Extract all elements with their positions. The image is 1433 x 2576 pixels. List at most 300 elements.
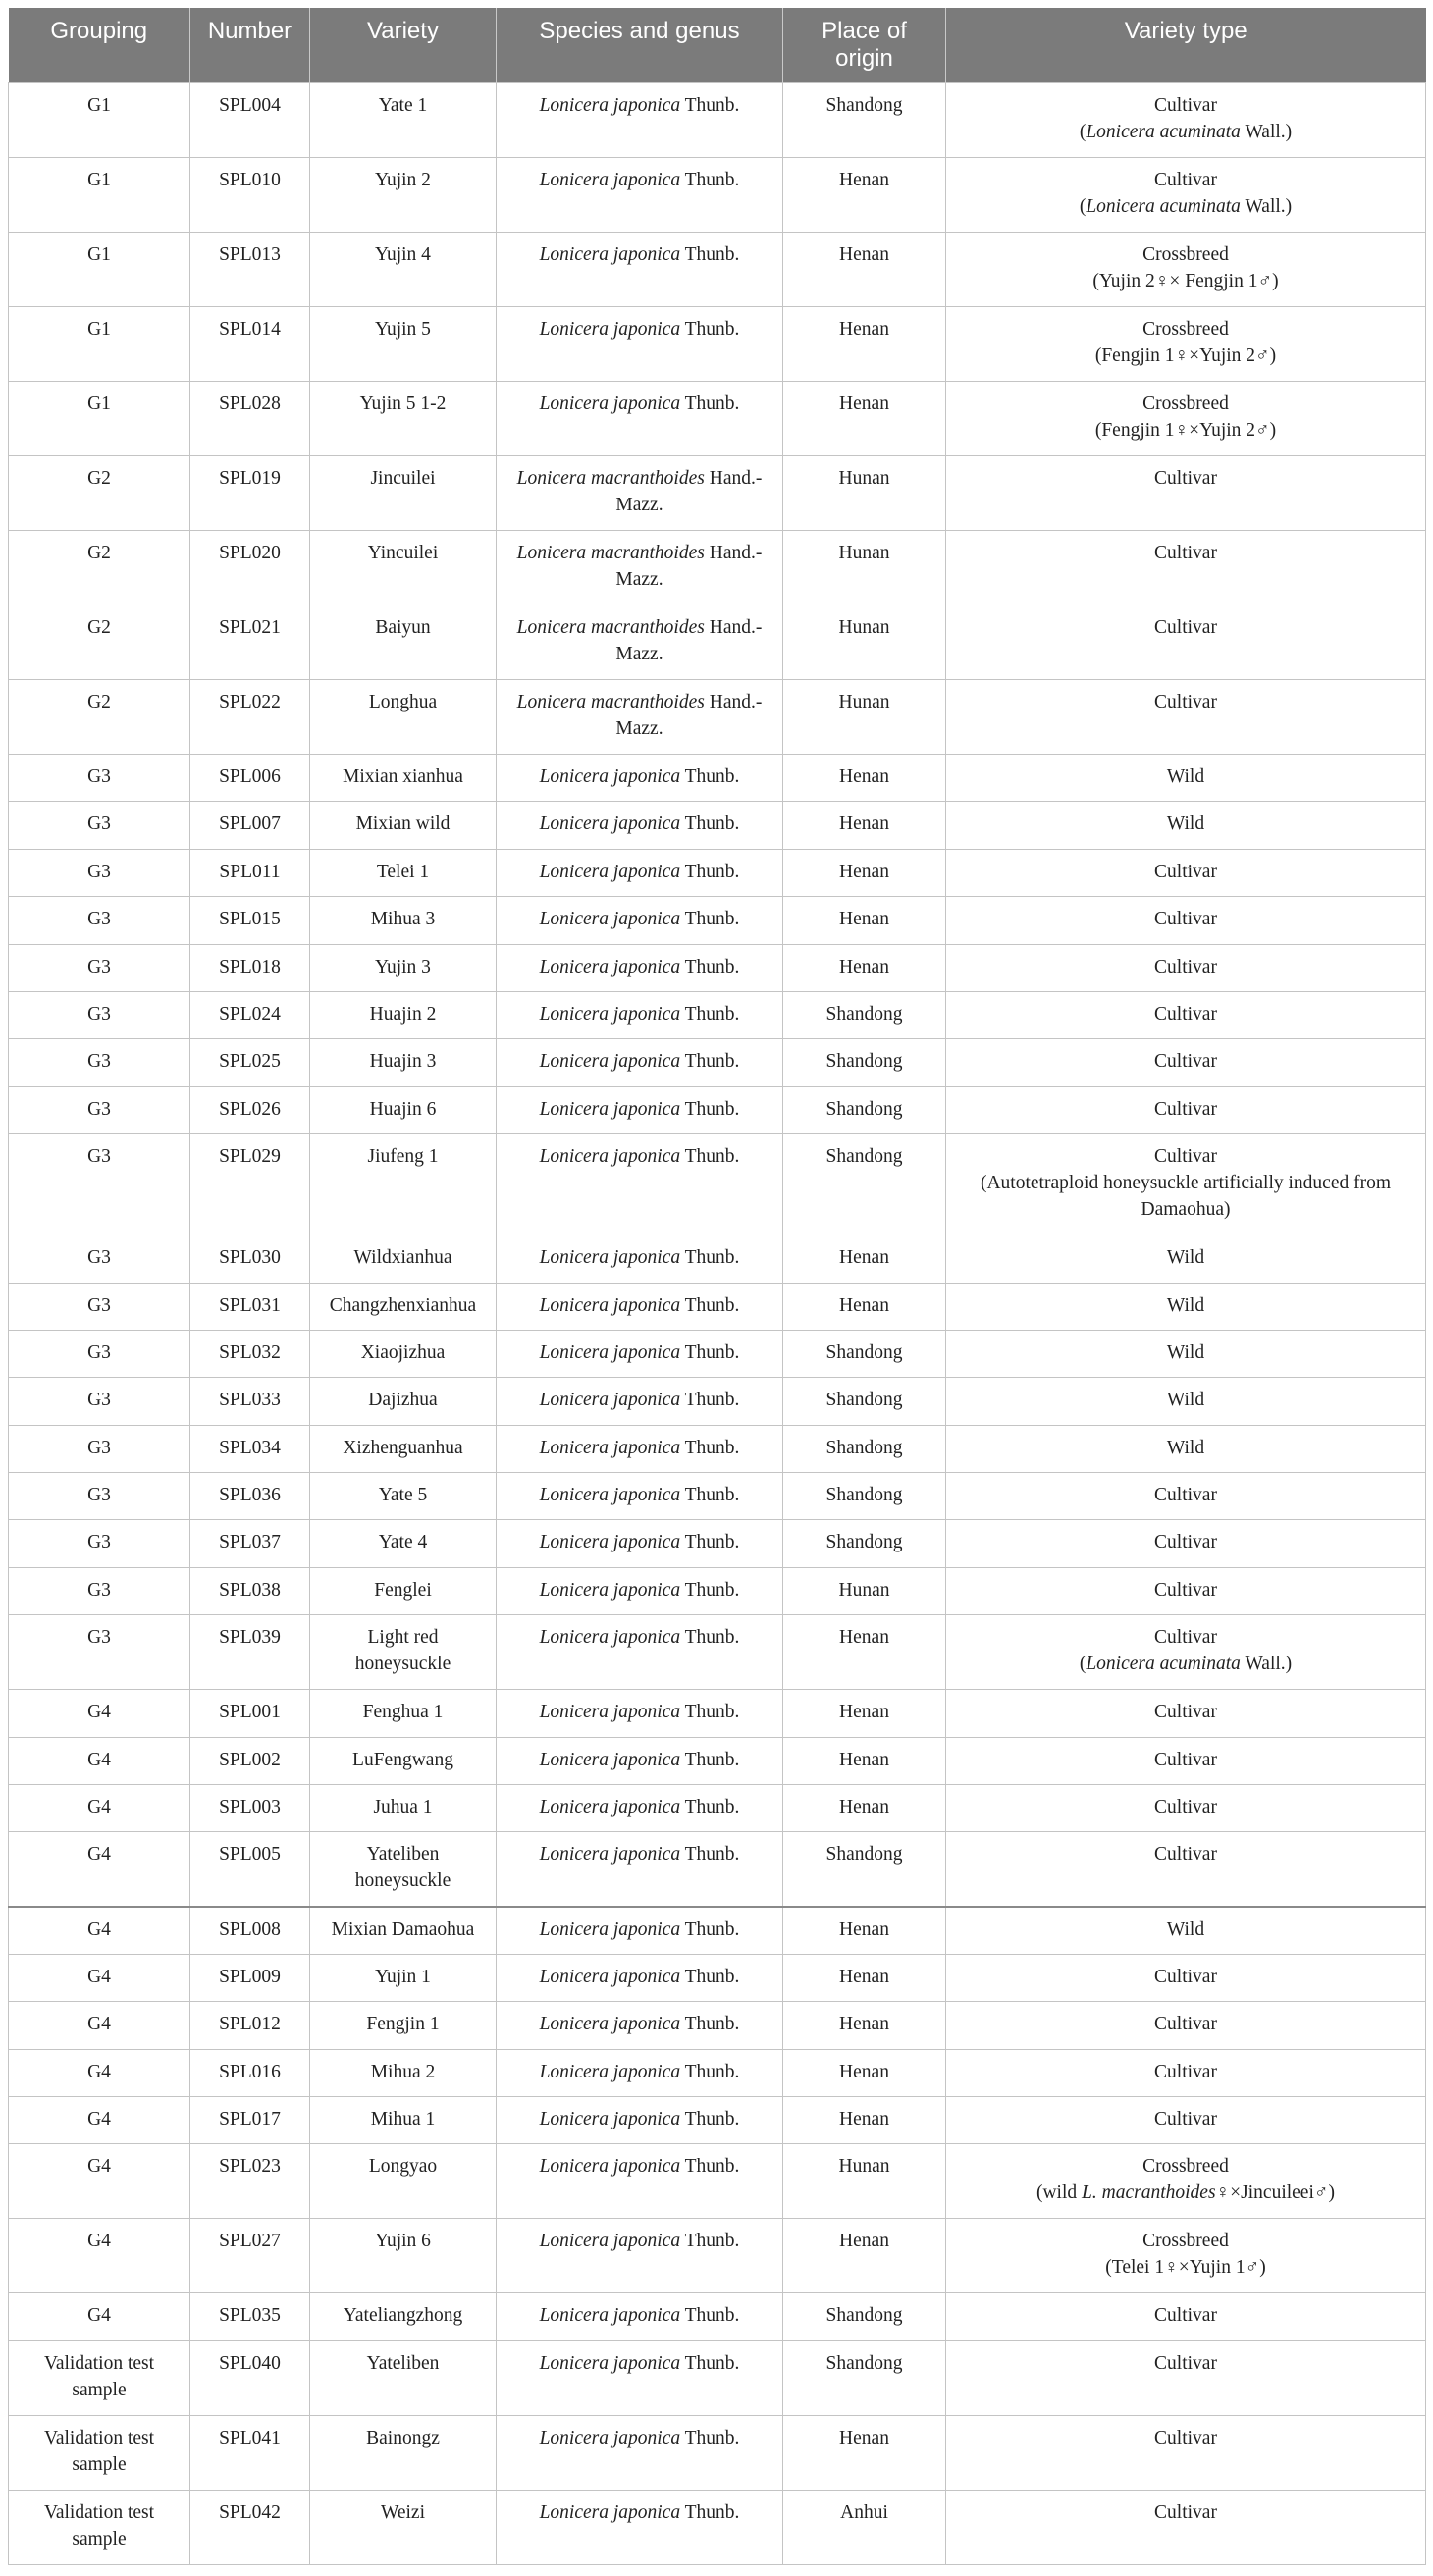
cell-grouping: G1 — [9, 83, 190, 158]
cell-place-of-origin: Shandong — [783, 991, 946, 1038]
cell-variety-type — [946, 456, 1426, 531]
cell-variety-type — [946, 2002, 1426, 2049]
table-row — [9, 233, 1426, 307]
species-authority: Thunb. — [680, 170, 740, 190]
cell-variety: Fenglei — [310, 1567, 497, 1614]
species-authority: Thunb. — [680, 1146, 740, 1168]
cell-grouping: G3 — [9, 755, 190, 802]
table-row — [9, 1690, 1426, 1737]
cell-grouping: G4 — [9, 2144, 190, 2219]
note-rest: ♀×Jincuileei♂) — [1215, 2182, 1335, 2204]
cell-number: SPL008 — [190, 1907, 310, 1954]
cell-variety: Huajin 3 — [310, 1039, 497, 1086]
cell-variety-type — [946, 83, 1426, 158]
table-row — [9, 1330, 1426, 1377]
cell-variety: Yujin 3 — [310, 944, 497, 991]
note-rest: Wall.) — [1240, 196, 1293, 217]
table-row — [9, 2340, 1426, 2415]
cell-variety: Fengjin 1 — [310, 2002, 497, 2049]
cell-variety-type — [946, 158, 1426, 233]
variety-type-label: Cultivar — [1154, 2014, 1217, 2035]
cell-variety-type — [946, 1615, 1426, 1690]
cell-species-genus — [497, 755, 783, 802]
species-authority: Thunb. — [680, 1390, 740, 1411]
cell-grouping: G1 — [9, 382, 190, 456]
table-row — [9, 1907, 1426, 1954]
cell-place-of-origin: Henan — [783, 307, 946, 382]
cell-grouping: G4 — [9, 1954, 190, 2001]
cell-number: SPL041 — [190, 2415, 310, 2490]
table-body — [9, 83, 1426, 2565]
species-authority: Thunb. — [680, 1919, 740, 1940]
cell-grouping: G3 — [9, 1567, 190, 1614]
cell-variety: Mixian wild — [310, 802, 497, 849]
variety-type-label: Wild — [1166, 1919, 1205, 1940]
cell-grouping: Validation test sample — [9, 2415, 190, 2490]
cell-grouping: G1 — [9, 233, 190, 307]
species-authority: Thunb. — [680, 2352, 740, 2374]
table-row — [9, 2144, 1426, 2219]
species-italic: Lonicera japonica — [539, 1390, 681, 1411]
table-row — [9, 1520, 1426, 1567]
table-row — [9, 1086, 1426, 1133]
cell-variety-type — [946, 2490, 1426, 2564]
cell-grouping: G2 — [9, 605, 190, 680]
table-row — [9, 1615, 1426, 1690]
cell-grouping: G3 — [9, 1134, 190, 1235]
cell-variety-type — [946, 2340, 1426, 2415]
cell-variety-type — [946, 307, 1426, 382]
cell-species-genus — [497, 307, 783, 382]
species-authority: Thunb. — [680, 1247, 740, 1269]
cell-species-genus — [497, 1134, 783, 1235]
cell-variety: Mihua 1 — [310, 2096, 497, 2143]
species-authority: Thunb. — [680, 2305, 740, 2327]
variety-type-label: Cultivar — [1154, 2305, 1217, 2327]
species-authority: Thunb. — [680, 394, 740, 414]
cell-species-genus — [497, 2415, 783, 2490]
table-row — [9, 382, 1426, 456]
cell-species-genus — [497, 1907, 783, 1954]
cell-place-of-origin: Henan — [783, 755, 946, 802]
species-authority: Thunb. — [680, 1485, 740, 1506]
variety-type-label: Cultivar — [1154, 1844, 1217, 1866]
table-row — [9, 2096, 1426, 2143]
cell-species-genus — [497, 1832, 783, 1907]
cell-number: SPL039 — [190, 1615, 310, 1690]
table-row — [9, 991, 1426, 1038]
species-italic: Lonicera japonica — [539, 2427, 681, 2448]
cell-variety: Jiufeng 1 — [310, 1134, 497, 1235]
cell-number: SPL003 — [190, 1785, 310, 1832]
variety-type-label: Cultivar — [1154, 1966, 1217, 1987]
cell-number: SPL031 — [190, 1283, 310, 1330]
cell-species-genus — [497, 2096, 783, 2143]
cell-grouping: G4 — [9, 2219, 190, 2293]
cell-place-of-origin: Henan — [783, 1615, 946, 1690]
species-authority: Thunb. — [680, 909, 740, 930]
cell-variety-type — [946, 2049, 1426, 2096]
variety-type-label: Crossbreed — [1142, 2156, 1229, 2178]
cell-place-of-origin: Shandong — [783, 1039, 946, 1086]
cell-variety-type — [946, 531, 1426, 605]
cell-number: SPL002 — [190, 1737, 310, 1784]
cell-grouping: G3 — [9, 897, 190, 944]
cell-place-of-origin: Shandong — [783, 1832, 946, 1907]
species-italic: Lonicera japonica — [539, 1749, 681, 1770]
species-authority: Hand.-Mazz. — [615, 617, 763, 664]
cell-species-genus — [497, 1567, 783, 1614]
variety-type-label: Wild — [1166, 1247, 1205, 1269]
cell-number: SPL010 — [190, 158, 310, 233]
cell-species-genus — [497, 1283, 783, 1330]
table-row — [9, 897, 1426, 944]
species-italic: Lonicera japonica — [539, 244, 681, 265]
variety-type-label: Wild — [1166, 1437, 1205, 1458]
cell-species-genus — [497, 2293, 783, 2340]
note-rest: Wall.) — [1240, 122, 1293, 142]
cell-grouping: G1 — [9, 158, 190, 233]
cell-grouping: G3 — [9, 1378, 190, 1425]
cell-grouping: G3 — [9, 802, 190, 849]
cell-grouping: G3 — [9, 1520, 190, 1567]
note-open: ( — [1079, 1654, 1087, 1675]
cell-place-of-origin: Henan — [783, 1785, 946, 1832]
variety-type-label: Cultivar — [1154, 2108, 1217, 2129]
cell-place-of-origin: Shandong — [783, 2340, 946, 2415]
header-number: Number — [190, 8, 310, 83]
variety-type-label: Cultivar — [1154, 1532, 1217, 1553]
cell-variety: Longhua — [310, 680, 497, 755]
table-row — [9, 2002, 1426, 2049]
cell-variety-type — [946, 2144, 1426, 2219]
cell-variety: Mihua 2 — [310, 2049, 497, 2096]
cell-species-genus — [497, 1086, 783, 1133]
note-italic: Lonicera acuminata — [1086, 196, 1241, 217]
cell-species-genus — [497, 2002, 783, 2049]
cell-place-of-origin: Henan — [783, 1907, 946, 1954]
cell-variety-type — [946, 755, 1426, 802]
cell-number: SPL032 — [190, 1330, 310, 1377]
species-italic: Lonicera japonica — [539, 956, 681, 977]
cell-species-genus — [497, 233, 783, 307]
table-row — [9, 1283, 1426, 1330]
header-variety-type: Variety type — [946, 8, 1426, 83]
variety-type-note — [954, 2180, 1417, 2206]
variety-type-label: Cultivar — [1154, 1146, 1217, 1168]
variety-type-label: Crossbreed — [1142, 244, 1229, 265]
cell-variety: Huajin 6 — [310, 1086, 497, 1133]
cell-grouping: Validation test sample — [9, 2490, 190, 2564]
cell-species-genus — [497, 1039, 783, 1086]
species-italic: Lonicera japonica — [539, 1702, 681, 1723]
species-authority: Thunb. — [680, 2061, 740, 2082]
cell-variety: Huajin 2 — [310, 991, 497, 1038]
cell-number: SPL026 — [190, 1086, 310, 1133]
cell-variety-type — [946, 897, 1426, 944]
table-row — [9, 531, 1426, 605]
variety-type-label: Cultivar — [1154, 1098, 1217, 1120]
species-authority: Thunb. — [680, 1579, 740, 1601]
cell-grouping: G2 — [9, 680, 190, 755]
cell-grouping: Validation test sample — [9, 2340, 190, 2415]
note-italic: Lonicera acuminata — [1086, 1654, 1241, 1675]
cell-variety-type — [946, 382, 1426, 456]
species-italic: Lonicera japonica — [539, 2108, 681, 2129]
cell-species-genus — [497, 2340, 783, 2415]
cell-grouping: G3 — [9, 991, 190, 1038]
species-authority: Thunb. — [680, 319, 740, 340]
cell-grouping: G4 — [9, 2049, 190, 2096]
table-row — [9, 2415, 1426, 2490]
cell-variety: Bainongz — [310, 2415, 497, 2490]
cell-number: SPL030 — [190, 1235, 310, 1283]
cell-variety-type — [946, 1690, 1426, 1737]
cell-number: SPL028 — [190, 382, 310, 456]
cell-place-of-origin: Shandong — [783, 1134, 946, 1235]
cell-place-of-origin: Henan — [783, 944, 946, 991]
note-rest: Wall.) — [1240, 1654, 1293, 1675]
cell-place-of-origin: Shandong — [783, 1425, 946, 1472]
cell-number: SPL033 — [190, 1378, 310, 1425]
note-italic: L. macranthoides — [1082, 2182, 1216, 2204]
table-row — [9, 1378, 1426, 1425]
cell-number: SPL040 — [190, 2340, 310, 2415]
cell-species-genus — [497, 382, 783, 456]
cell-variety: Fenghua 1 — [310, 1690, 497, 1737]
species-authority: Thunb. — [680, 1051, 740, 1073]
cell-place-of-origin: Shandong — [783, 2293, 946, 2340]
cell-number: SPL016 — [190, 2049, 310, 2096]
table-row — [9, 456, 1426, 531]
cell-place-of-origin: Hunan — [783, 531, 946, 605]
cell-variety-type — [946, 2096, 1426, 2143]
note-rest: (Telei 1♀×Yujin 1♂) — [1105, 2257, 1266, 2279]
cell-variety: LuFengwang — [310, 1737, 497, 1784]
cell-variety-type — [946, 1330, 1426, 1377]
note-open: ( — [1079, 122, 1087, 142]
cell-place-of-origin: Henan — [783, 802, 946, 849]
cell-variety: Yate 4 — [310, 1520, 497, 1567]
cell-species-genus — [497, 1425, 783, 1472]
species-italic: Lonicera japonica — [539, 1532, 681, 1553]
note-rest: (Fengjin 1♀×Yujin 2♂) — [1094, 420, 1277, 441]
cell-place-of-origin: Shandong — [783, 1330, 946, 1377]
species-italic: Lonicera japonica — [539, 2061, 681, 2082]
species-italic: Lonicera japonica — [539, 1627, 681, 1649]
species-italic: Lonicera japonica — [539, 1003, 681, 1025]
variety-type-label: Wild — [1166, 766, 1205, 787]
cell-variety: Yate 5 — [310, 1473, 497, 1520]
cell-grouping: G3 — [9, 1425, 190, 1472]
cell-place-of-origin: Henan — [783, 382, 946, 456]
species-italic: Lonicera japonica — [539, 394, 681, 414]
species-italic: Lonicera japonica — [539, 1294, 681, 1316]
cell-variety-type — [946, 802, 1426, 849]
cell-place-of-origin: Henan — [783, 2002, 946, 2049]
table-row — [9, 83, 1426, 158]
cell-species-genus — [497, 531, 783, 605]
cell-number: SPL021 — [190, 605, 310, 680]
cell-species-genus — [497, 1473, 783, 1520]
cell-species-genus — [497, 944, 783, 991]
variety-type-label: Cultivar — [1154, 543, 1217, 563]
variety-type-label: Cultivar — [1154, 2427, 1217, 2448]
species-authority: Thunb. — [680, 1098, 740, 1120]
cell-species-genus — [497, 83, 783, 158]
cell-species-genus — [497, 2144, 783, 2219]
cell-grouping: G3 — [9, 1039, 190, 1086]
cell-variety: Yujin 4 — [310, 233, 497, 307]
cell-place-of-origin: Hunan — [783, 605, 946, 680]
species-italic: Lonicera japonica — [539, 2156, 681, 2178]
table-row — [9, 1737, 1426, 1784]
cell-grouping: G4 — [9, 1690, 190, 1737]
cell-place-of-origin: Henan — [783, 849, 946, 896]
cell-number: SPL005 — [190, 1832, 310, 1907]
variety-type-label: Wild — [1166, 1341, 1205, 1363]
cell-number: SPL012 — [190, 2002, 310, 2049]
cell-species-genus — [497, 1235, 783, 1283]
species-authority: Thunb. — [680, 1294, 740, 1316]
species-authority: Thunb. — [680, 1003, 740, 1025]
cell-grouping: G3 — [9, 1473, 190, 1520]
table-row — [9, 1785, 1426, 1832]
cell-variety: Mihua 3 — [310, 897, 497, 944]
variety-type-note — [954, 417, 1417, 444]
cell-place-of-origin: Henan — [783, 1283, 946, 1330]
note-rest: (Autotetraploid honeysuckle artificially induced from Damaohua) — [980, 1173, 1392, 1221]
cell-variety: Yujin 5 1-2 — [310, 382, 497, 456]
header-variety: Variety — [310, 8, 497, 83]
variety-type-label: Cultivar — [1154, 1579, 1217, 1601]
variety-type-label: Cultivar — [1154, 1797, 1217, 1818]
cell-variety-type — [946, 1520, 1426, 1567]
cell-place-of-origin: Henan — [783, 2049, 946, 2096]
species-authority: Hand.-Mazz. — [615, 543, 763, 590]
cell-number: SPL004 — [190, 83, 310, 158]
cell-grouping: G4 — [9, 2096, 190, 2143]
variety-type-note — [954, 342, 1417, 369]
species-authority: Thunb. — [680, 861, 740, 882]
cell-species-genus — [497, 2219, 783, 2293]
variety-type-note — [954, 268, 1417, 294]
note-open: (wild — [1035, 2182, 1083, 2204]
species-italic: Lonicera japonica — [539, 861, 681, 882]
table-row — [9, 605, 1426, 680]
variety-type-label: Cultivar — [1154, 468, 1217, 489]
table-row — [9, 2490, 1426, 2564]
cell-variety: Yate 1 — [310, 83, 497, 158]
species-authority: Thunb. — [680, 2108, 740, 2129]
cell-place-of-origin: Hunan — [783, 2144, 946, 2219]
cell-grouping: G3 — [9, 849, 190, 896]
species-italic: Lonicera japonica — [539, 2305, 681, 2327]
variety-type-label: Cultivar — [1154, 692, 1217, 712]
cell-number: SPL035 — [190, 2293, 310, 2340]
variety-type-label: Cultivar — [1154, 2501, 1217, 2523]
cell-grouping: G4 — [9, 1907, 190, 1954]
cell-species-genus — [497, 1785, 783, 1832]
cell-variety: Yateliben — [310, 2340, 497, 2415]
cell-place-of-origin: Hunan — [783, 680, 946, 755]
species-authority: Thunb. — [680, 95, 740, 116]
cell-variety: Yateliangzhong — [310, 2293, 497, 2340]
variety-type-note — [954, 1651, 1417, 1677]
cell-species-genus — [497, 680, 783, 755]
cell-grouping: G3 — [9, 944, 190, 991]
cell-variety: Wildxianhua — [310, 1235, 497, 1283]
cell-place-of-origin: Shandong — [783, 1473, 946, 1520]
cell-variety-type — [946, 1039, 1426, 1086]
table-row — [9, 1425, 1426, 1472]
cell-variety: Xizhenguanhua — [310, 1425, 497, 1472]
table-row — [9, 1039, 1426, 1086]
variety-type-label: Wild — [1166, 1294, 1205, 1316]
variety-type-note — [954, 119, 1417, 145]
species-italic: Lonicera japonica — [539, 1146, 681, 1168]
cell-variety-type — [946, 680, 1426, 755]
cell-variety-type — [946, 944, 1426, 991]
cell-species-genus — [497, 1954, 783, 2001]
species-authority: Thunb. — [680, 956, 740, 977]
species-italic: Lonicera japonica — [539, 1579, 681, 1601]
table-row — [9, 680, 1426, 755]
species-italic: Lonicera japonica — [539, 2352, 681, 2374]
cell-variety: Yincuilei — [310, 531, 497, 605]
cell-variety-type — [946, 1086, 1426, 1133]
header-species-genus: Species and genus — [497, 8, 783, 83]
variety-type-label: Cultivar — [1154, 1627, 1217, 1649]
species-authority: Thunb. — [680, 1532, 740, 1553]
cell-number: SPL006 — [190, 755, 310, 802]
variety-table — [8, 8, 1426, 2565]
header-place-of-origin: Place of origin — [783, 8, 946, 83]
cell-number: SPL019 — [190, 456, 310, 531]
cell-variety-type — [946, 1425, 1426, 1472]
cell-variety-type — [946, 1283, 1426, 1330]
cell-variety: Yujin 1 — [310, 1954, 497, 2001]
cell-number: SPL036 — [190, 1473, 310, 1520]
cell-place-of-origin: Henan — [783, 1954, 946, 2001]
cell-variety: Yujin 2 — [310, 158, 497, 233]
species-authority: Thunb. — [680, 1437, 740, 1458]
cell-grouping: G2 — [9, 531, 190, 605]
species-authority: Thunb. — [680, 244, 740, 265]
cell-number: SPL042 — [190, 2490, 310, 2564]
variety-type-label: Cultivar — [1154, 617, 1217, 638]
table-row — [9, 1567, 1426, 1614]
cell-grouping: G1 — [9, 307, 190, 382]
variety-type-label: Cultivar — [1154, 1702, 1217, 1723]
species-italic: Lonicera japonica — [539, 1341, 681, 1363]
species-italic: Lonicera japonica — [539, 909, 681, 930]
cell-species-genus — [497, 1690, 783, 1737]
cell-species-genus — [497, 158, 783, 233]
cell-variety-type — [946, 2415, 1426, 2490]
variety-type-note — [954, 193, 1417, 220]
cell-number: SPL029 — [190, 1134, 310, 1235]
variety-type-label: Wild — [1166, 814, 1205, 835]
cell-number: SPL014 — [190, 307, 310, 382]
variety-type-label: Wild — [1166, 1390, 1205, 1411]
variety-type-label: Cultivar — [1154, 1051, 1217, 1073]
species-authority: Thunb. — [680, 1702, 740, 1723]
species-italic: Lonicera japonica — [539, 95, 681, 116]
variety-type-note — [954, 2254, 1417, 2281]
cell-variety: Juhua 1 — [310, 1785, 497, 1832]
variety-type-label: Crossbreed — [1142, 2231, 1229, 2252]
